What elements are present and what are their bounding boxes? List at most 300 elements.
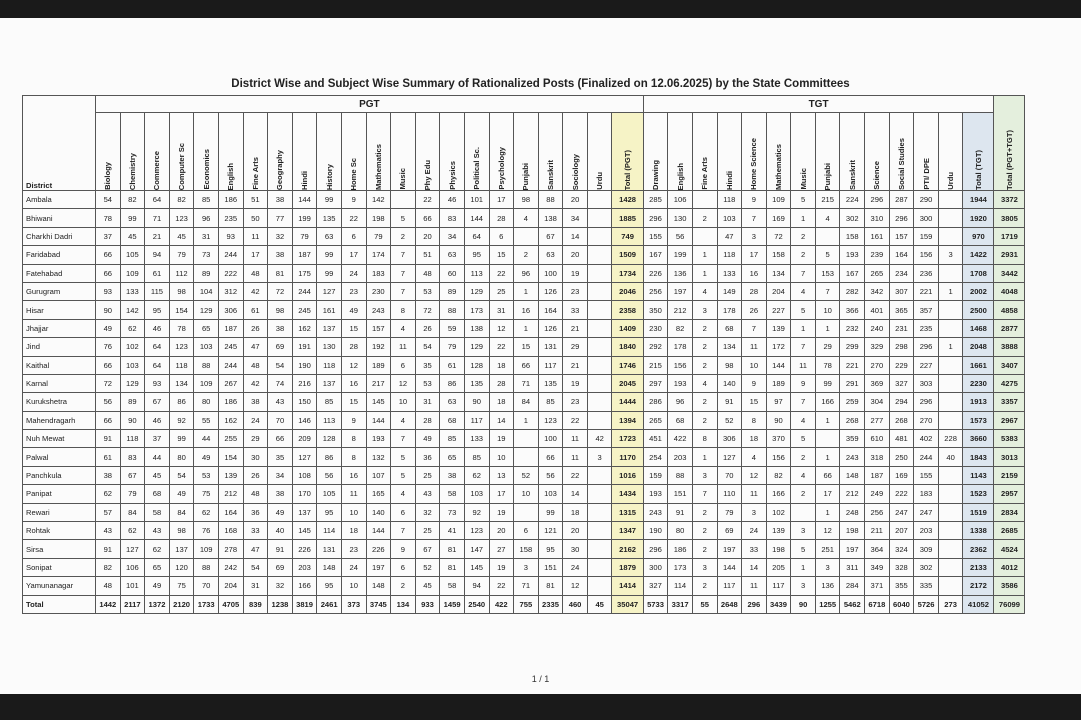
pgt-cell: 7 bbox=[391, 246, 416, 264]
pgt-cell bbox=[587, 319, 612, 337]
pgt-cell: 29 bbox=[563, 338, 588, 356]
pgt-cell: 108 bbox=[292, 466, 317, 484]
pgt-cell: 7 bbox=[391, 264, 416, 282]
tgt-cell: 270 bbox=[865, 356, 890, 374]
tgt-cell: 4 bbox=[791, 466, 816, 484]
pgt-cell: 62 bbox=[145, 540, 170, 558]
pgt-cell: 66 bbox=[415, 209, 440, 227]
tgt-cell: 304 bbox=[865, 393, 890, 411]
tgt-cell: 296 bbox=[865, 191, 890, 209]
district-name: Ambala bbox=[23, 191, 96, 209]
tgt-cell: 306 bbox=[717, 430, 742, 448]
pgt-cell: 45 bbox=[120, 227, 145, 245]
tgt-cell: 7 bbox=[815, 282, 840, 300]
grand-total-cell: 3888 bbox=[994, 338, 1025, 356]
tgt-cell: 4 bbox=[815, 209, 840, 227]
tgt-cell: 159 bbox=[914, 227, 939, 245]
pgt-cell: 15 bbox=[341, 319, 366, 337]
tgt-subject-header: PTI/ DPE bbox=[914, 113, 939, 191]
tgt-cell: 2 bbox=[692, 393, 717, 411]
pgt-cell: 103 bbox=[464, 485, 489, 503]
pgt-cell: 154 bbox=[169, 301, 194, 319]
tgt-total-cell: 2048 bbox=[963, 338, 994, 356]
pgt-cell: 53 bbox=[194, 466, 219, 484]
pgt-cell: 67 bbox=[145, 393, 170, 411]
pgt-cell: 90 bbox=[464, 393, 489, 411]
table-row bbox=[23, 448, 1025, 466]
district-name: Panchkula bbox=[23, 466, 96, 484]
pgt-cell: 47 bbox=[243, 540, 268, 558]
district-name: Palwal bbox=[23, 448, 96, 466]
table-row bbox=[23, 282, 1025, 300]
tgt-cell: 265 bbox=[643, 411, 668, 429]
tgt-cell: 273 bbox=[938, 595, 963, 613]
pgt-cell: 7 bbox=[391, 522, 416, 540]
tgt-cell: 117 bbox=[717, 577, 742, 595]
pgt-cell: 199 bbox=[292, 209, 317, 227]
pgt-cell: 127 bbox=[317, 282, 342, 300]
pgt-cell: 96 bbox=[194, 209, 219, 227]
pgt-cell: 38 bbox=[268, 319, 293, 337]
district-name: Jind bbox=[23, 338, 96, 356]
tgt-cell: 355 bbox=[889, 577, 914, 595]
tgt-cell: 610 bbox=[865, 430, 890, 448]
pgt-cell: 61 bbox=[243, 301, 268, 319]
pgt-cell: 66 bbox=[514, 356, 539, 374]
tgt-cell: 311 bbox=[840, 558, 865, 576]
pgt-cell: 95 bbox=[538, 540, 563, 558]
tgt-cell: 1 bbox=[815, 503, 840, 521]
pgt-total-cell: 1170 bbox=[612, 448, 643, 466]
pgt-total-cell: 749 bbox=[612, 227, 643, 245]
total-row bbox=[23, 595, 1025, 613]
district-name: Rewari bbox=[23, 503, 96, 521]
table-row bbox=[23, 264, 1025, 282]
tgt-cell: 167 bbox=[643, 246, 668, 264]
pgt-cell: 18 bbox=[489, 393, 514, 411]
pgt-cell: 139 bbox=[218, 466, 243, 484]
pgt-total-cell: 1840 bbox=[612, 338, 643, 356]
pgt-cell: 31 bbox=[243, 577, 268, 595]
tgt-cell: 103 bbox=[717, 209, 742, 227]
document-title: District Wise and Subject Wise Summary of Rationalized Posts (Finalized on 12.06.2025) by the State Committees bbox=[231, 78, 850, 90]
pgt-cell bbox=[587, 558, 612, 576]
pgt-cell: 162 bbox=[218, 411, 243, 429]
pgt-cell: 99 bbox=[538, 503, 563, 521]
pgt-cell: 63 bbox=[317, 227, 342, 245]
pgt-subject-header: Biology bbox=[96, 113, 121, 191]
tgt-cell: 286 bbox=[643, 393, 668, 411]
pgt-cell: 137 bbox=[317, 319, 342, 337]
tgt-cell: 47 bbox=[717, 227, 742, 245]
pgt-cell: 20 bbox=[563, 522, 588, 540]
pgt-cell: 21 bbox=[563, 356, 588, 374]
pgt-cell: 6 bbox=[391, 503, 416, 521]
pgt-cell: 62 bbox=[96, 485, 121, 503]
tgt-cell: 197 bbox=[717, 540, 742, 558]
pgt-cell: 81 bbox=[538, 577, 563, 595]
pgt-cell: 65 bbox=[194, 319, 219, 337]
tgt-subject-header: Punjabi bbox=[815, 113, 840, 191]
pgt-cell: 58 bbox=[440, 577, 465, 595]
pgt-cell: 226 bbox=[366, 540, 391, 558]
tgt-cell bbox=[938, 503, 963, 521]
pgt-cell: 7 bbox=[391, 282, 416, 300]
pgt-cell: 75 bbox=[194, 485, 219, 503]
pgt-cell: 144 bbox=[292, 191, 317, 209]
tgt-total-cell: 1143 bbox=[963, 466, 994, 484]
tgt-cell: 14 bbox=[742, 558, 767, 576]
tgt-cell: 232 bbox=[840, 319, 865, 337]
pgt-cell: 49 bbox=[341, 301, 366, 319]
pgt-cell: 59 bbox=[440, 319, 465, 337]
tgt-cell: 2 bbox=[791, 485, 816, 503]
tgt-subject-header: Science bbox=[865, 113, 890, 191]
pgt-cell: 137 bbox=[169, 540, 194, 558]
tgt-cell: 2 bbox=[692, 577, 717, 595]
pgt-subject-header: Psychology bbox=[489, 113, 514, 191]
tgt-cell: 1255 bbox=[815, 595, 840, 613]
tgt-cell: 364 bbox=[865, 540, 890, 558]
tgt-cell bbox=[938, 301, 963, 319]
tgt-cell: 190 bbox=[643, 522, 668, 540]
pgt-cell: 168 bbox=[218, 522, 243, 540]
tgt-cell: 118 bbox=[717, 191, 742, 209]
grand-total-cell: 2159 bbox=[994, 466, 1025, 484]
pgt-cell: 187 bbox=[218, 319, 243, 337]
tgt-cell: 15 bbox=[742, 393, 767, 411]
pgt-cell: 102 bbox=[120, 338, 145, 356]
pgt-cell: 53 bbox=[415, 374, 440, 392]
pgt-cell: 45 bbox=[145, 466, 170, 484]
pgt-cell: 29 bbox=[243, 430, 268, 448]
tgt-cell: 211 bbox=[865, 522, 890, 540]
pgt-cell: 24 bbox=[341, 558, 366, 576]
pgt-cell: 32 bbox=[268, 577, 293, 595]
pgt-cell: 54 bbox=[96, 191, 121, 209]
tgt-subject-header: Fine Arts bbox=[692, 113, 717, 191]
grand-total-column-header: Total (PGT+TGT) bbox=[994, 96, 1025, 191]
tgt-subject-header: English bbox=[668, 113, 693, 191]
tgt-cell: 285 bbox=[643, 191, 668, 209]
pgt-cell: 106 bbox=[120, 558, 145, 576]
pgt-cell: 19 bbox=[563, 264, 588, 282]
pgt-total-cell: 1879 bbox=[612, 558, 643, 576]
pgt-cell: 4705 bbox=[218, 595, 243, 613]
pgt-cell: 31 bbox=[194, 227, 219, 245]
tgt-cell bbox=[791, 503, 816, 521]
pgt-subject-header: Physics bbox=[440, 113, 465, 191]
tgt-total-cell: 970 bbox=[963, 227, 994, 245]
tgt-cell bbox=[938, 191, 963, 209]
tgt-cell: 250 bbox=[889, 448, 914, 466]
pgt-cell: 51 bbox=[415, 246, 440, 264]
grand-total-cell: 2877 bbox=[994, 319, 1025, 337]
pgt-cell: 42 bbox=[243, 282, 268, 300]
tgt-cell: 155 bbox=[643, 227, 668, 245]
pgt-cell: 10 bbox=[489, 448, 514, 466]
tgt-cell: 3 bbox=[791, 577, 816, 595]
pgt-cell: 46 bbox=[440, 191, 465, 209]
tgt-cell: 402 bbox=[914, 430, 939, 448]
pgt-cell: 209 bbox=[292, 430, 317, 448]
tgt-cell: 9 bbox=[742, 374, 767, 392]
tgt-cell: 3 bbox=[791, 522, 816, 540]
pgt-cell: 23 bbox=[563, 282, 588, 300]
pgt-cell: 10 bbox=[341, 577, 366, 595]
tgt-cell: 328 bbox=[889, 558, 914, 576]
pgt-cell: 105 bbox=[317, 485, 342, 503]
tgt-cell: 2 bbox=[791, 448, 816, 466]
pgt-cell: 64 bbox=[145, 338, 170, 356]
tgt-cell bbox=[815, 227, 840, 245]
tgt-cell: 10 bbox=[742, 356, 767, 374]
tgt-cell: 290 bbox=[914, 191, 939, 209]
tgt-cell: 10 bbox=[815, 301, 840, 319]
pgt-cell: 95 bbox=[317, 577, 342, 595]
tgt-cell: 1 bbox=[692, 246, 717, 264]
pgt-subject-header: Sociology bbox=[563, 113, 588, 191]
pgt-cell: 28 bbox=[341, 338, 366, 356]
pgt-cell: 130 bbox=[317, 338, 342, 356]
tgt-cell: 140 bbox=[717, 374, 742, 392]
district-name: Fatehabad bbox=[23, 264, 96, 282]
tgt-cell: 72 bbox=[766, 227, 791, 245]
pgt-cell: 18 bbox=[563, 503, 588, 521]
pgt-cell: 33 bbox=[563, 301, 588, 319]
pgt-cell: 63 bbox=[440, 393, 465, 411]
district-name: Panipat bbox=[23, 485, 96, 503]
pgt-cell: 4 bbox=[514, 209, 539, 227]
pgt-cell: 41 bbox=[440, 522, 465, 540]
table-row bbox=[23, 540, 1025, 558]
pgt-total-cell: 1428 bbox=[612, 191, 643, 209]
tgt-cell: 307 bbox=[889, 282, 914, 300]
pgt-cell: 61 bbox=[145, 264, 170, 282]
tgt-total-cell: 1573 bbox=[963, 411, 994, 429]
pgt-cell: 100 bbox=[538, 264, 563, 282]
tgt-cell: 2 bbox=[692, 540, 717, 558]
pgt-cell bbox=[587, 209, 612, 227]
district-name: Jhajjar bbox=[23, 319, 96, 337]
pgt-cell: 21 bbox=[563, 319, 588, 337]
tgt-total-cell: 1944 bbox=[963, 191, 994, 209]
pgt-cell: 118 bbox=[317, 356, 342, 374]
tgt-cell: 157 bbox=[889, 227, 914, 245]
pgt-cell: 44 bbox=[145, 448, 170, 466]
tgt-cell: 3 bbox=[815, 558, 840, 576]
tgt-cell: 310 bbox=[865, 209, 890, 227]
pgt-cell: 54 bbox=[415, 338, 440, 356]
pgt-cell: 22 bbox=[563, 411, 588, 429]
tgt-cell: 247 bbox=[889, 503, 914, 521]
tgt-cell: 3 bbox=[742, 227, 767, 245]
tgt-cell: 68 bbox=[668, 411, 693, 429]
table-row bbox=[23, 393, 1025, 411]
pgt-cell: 140 bbox=[366, 503, 391, 521]
pgt-cell: 50 bbox=[243, 209, 268, 227]
tgt-cell: 136 bbox=[815, 577, 840, 595]
tgt-cell: 134 bbox=[766, 264, 791, 282]
pgt-cell: 82 bbox=[120, 191, 145, 209]
pgt-subject-header: Phy Edu bbox=[415, 113, 440, 191]
pgt-cell: 148 bbox=[317, 558, 342, 576]
pgt-cell: 98 bbox=[169, 522, 194, 540]
table-row bbox=[23, 301, 1025, 319]
pgt-cell: 72 bbox=[415, 301, 440, 319]
tgt-cell: 169 bbox=[766, 209, 791, 227]
tgt-cell bbox=[938, 264, 963, 282]
tgt-cell: 178 bbox=[668, 338, 693, 356]
pgt-cell: 164 bbox=[218, 503, 243, 521]
tgt-cell: 299 bbox=[840, 338, 865, 356]
tgt-cell: 1 bbox=[815, 319, 840, 337]
pgt-cell: 129 bbox=[194, 301, 219, 319]
pgt-cell: 197 bbox=[366, 558, 391, 576]
tgt-cell bbox=[938, 319, 963, 337]
pgt-cell: 19 bbox=[563, 374, 588, 392]
pgt-cell: 99 bbox=[120, 209, 145, 227]
pgt-cell: 129 bbox=[464, 282, 489, 300]
pgt-cell: 135 bbox=[464, 374, 489, 392]
pgt-cell bbox=[587, 338, 612, 356]
tgt-cell: 40 bbox=[938, 448, 963, 466]
pgt-cell: 66 bbox=[96, 411, 121, 429]
pgt-cell: 23 bbox=[341, 282, 366, 300]
tgt-cell: 155 bbox=[914, 466, 939, 484]
pgt-cell: 128 bbox=[317, 430, 342, 448]
tgt-cell: 234 bbox=[889, 264, 914, 282]
pgt-cell: 245 bbox=[218, 338, 243, 356]
pgt-cell: 66 bbox=[96, 356, 121, 374]
pgt-cell: 148 bbox=[366, 577, 391, 595]
pgt-cell: 64 bbox=[145, 191, 170, 209]
tgt-cell: 366 bbox=[840, 301, 865, 319]
pgt-cell: 99 bbox=[317, 246, 342, 264]
tgt-subject-header: Mathematics bbox=[766, 113, 791, 191]
pgt-cell: 49 bbox=[415, 430, 440, 448]
tgt-cell: 309 bbox=[914, 540, 939, 558]
pgt-cell: 69 bbox=[268, 338, 293, 356]
pgt-cell: 25 bbox=[489, 282, 514, 300]
tgt-cell: 370 bbox=[766, 430, 791, 448]
pgt-cell: 1238 bbox=[268, 595, 293, 613]
tgt-cell: 197 bbox=[840, 540, 865, 558]
pgt-cell: 93 bbox=[96, 282, 121, 300]
pgt-cell: 46 bbox=[145, 411, 170, 429]
pgt-cell bbox=[514, 227, 539, 245]
tgt-cell: 118 bbox=[717, 246, 742, 264]
tgt-cell: 371 bbox=[865, 577, 890, 595]
page-number: 1 / 1 bbox=[531, 674, 550, 684]
pgt-cell: 91 bbox=[96, 540, 121, 558]
tgt-cell: 300 bbox=[643, 558, 668, 576]
pgt-cell bbox=[587, 522, 612, 540]
pgt-cell: 73 bbox=[440, 503, 465, 521]
pgt-cell bbox=[587, 503, 612, 521]
pgt-cell: 15 bbox=[514, 338, 539, 356]
pgt-cell: 49 bbox=[268, 503, 293, 521]
tgt-cell: 80 bbox=[668, 522, 693, 540]
tgt-cell: 90 bbox=[791, 595, 816, 613]
pgt-cell: 88 bbox=[538, 191, 563, 209]
tgt-cell: 303 bbox=[914, 374, 939, 392]
tgt-cell bbox=[938, 356, 963, 374]
district-name: Hisar bbox=[23, 301, 96, 319]
tgt-cell: 1 bbox=[791, 558, 816, 576]
pgt-cell: 245 bbox=[292, 301, 317, 319]
pgt-cell: 34 bbox=[268, 466, 293, 484]
tgt-cell: 350 bbox=[643, 301, 668, 319]
pgt-cell: 47 bbox=[243, 338, 268, 356]
pgt-cell: 26 bbox=[243, 466, 268, 484]
pgt-cell: 1 bbox=[514, 282, 539, 300]
pgt-cell: 164 bbox=[538, 301, 563, 319]
pgt-cell: 120 bbox=[169, 558, 194, 576]
tgt-cell: 117 bbox=[766, 577, 791, 595]
pgt-total-column-header: Total (PGT) bbox=[612, 113, 643, 191]
tgt-cell: 8 bbox=[742, 411, 767, 429]
district-name: Bhiwani bbox=[23, 209, 96, 227]
pgt-cell: 43 bbox=[268, 393, 293, 411]
pgt-cell: 212 bbox=[218, 485, 243, 503]
grand-total-cell: 2967 bbox=[994, 411, 1025, 429]
pgt-total-cell: 2162 bbox=[612, 540, 643, 558]
pgt-cell: 67 bbox=[120, 466, 145, 484]
pgt-cell: 151 bbox=[538, 558, 563, 576]
tgt-cell: 294 bbox=[889, 393, 914, 411]
pgt-cell: 145 bbox=[464, 558, 489, 576]
tgt-cell: 68 bbox=[717, 319, 742, 337]
pgt-cell: 6 bbox=[391, 558, 416, 576]
tgt-cell: 187 bbox=[865, 466, 890, 484]
pgt-cell: 65 bbox=[440, 448, 465, 466]
pgt-cell: 67 bbox=[538, 227, 563, 245]
pgt-cell: 65 bbox=[145, 558, 170, 576]
pgt-total-cell: 2046 bbox=[612, 282, 643, 300]
tgt-cell: 277 bbox=[865, 411, 890, 429]
tgt-cell: 26 bbox=[742, 301, 767, 319]
tgt-cell: 2 bbox=[692, 356, 717, 374]
tgt-cell: 169 bbox=[889, 466, 914, 484]
pgt-cell: 117 bbox=[538, 356, 563, 374]
pgt-cell bbox=[587, 264, 612, 282]
pgt-cell: 4 bbox=[391, 319, 416, 337]
pgt-cell: 49 bbox=[194, 448, 219, 466]
tgt-cell: 203 bbox=[914, 522, 939, 540]
pgt-cell: 28 bbox=[489, 209, 514, 227]
pgt-cell: 2 bbox=[391, 227, 416, 245]
tgt-cell: 221 bbox=[840, 356, 865, 374]
tgt-group-header: TGT bbox=[643, 96, 994, 113]
tgt-cell: 1 bbox=[791, 209, 816, 227]
tgt-subject-header: Sanskrit bbox=[840, 113, 865, 191]
tgt-cell: 11 bbox=[742, 485, 767, 503]
pgt-cell: 19 bbox=[489, 503, 514, 521]
pgt-cell: 137 bbox=[317, 374, 342, 392]
pgt-cell: 22 bbox=[489, 577, 514, 595]
pgt-cell: 89 bbox=[120, 393, 145, 411]
pgt-cell: 90 bbox=[120, 411, 145, 429]
pgt-cell: 162 bbox=[292, 319, 317, 337]
tgt-total-cell: 1519 bbox=[963, 503, 994, 521]
tgt-cell: 56 bbox=[668, 227, 693, 245]
tgt-cell: 291 bbox=[840, 374, 865, 392]
pgt-cell: 2461 bbox=[317, 595, 342, 613]
pgt-cell: 37 bbox=[96, 227, 121, 245]
pgt-cell: 95 bbox=[464, 246, 489, 264]
district-name: Mahendragarh bbox=[23, 411, 96, 429]
